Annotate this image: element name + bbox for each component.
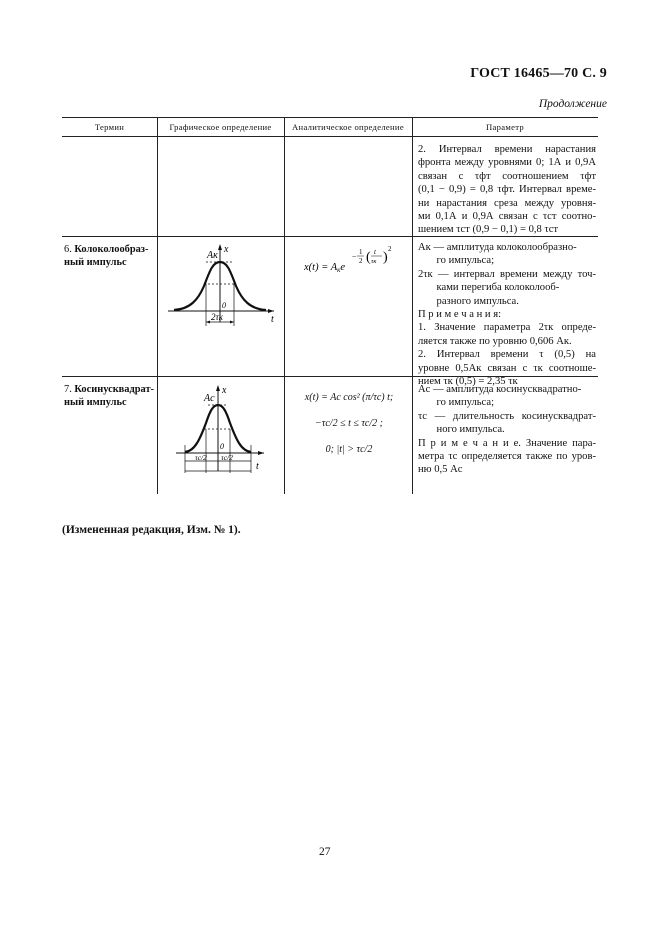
formula-line3: 0; |t| > τc/2 [325,444,373,455]
row7-term-line1 [64,383,156,396]
exp-paren-open: ( [366,250,371,265]
formula-line1: x(t) = Ac cos² (π/τc) t; [304,392,394,403]
dim-arrow-left [206,321,210,324]
row6-term-line2: ный импульс [64,257,127,268]
row7-cos2-graph [168,381,274,479]
table-top-rule [62,117,598,118]
param-line: 2. Интервал времени нарастания [418,144,596,155]
column-header-analytic: Аналитическое определение [292,122,404,132]
exp-frac-num: 1 [359,248,363,256]
param-line: метра τc определяется также по уров- [418,451,596,463]
origin-label: 0 [222,301,226,310]
param-line: ни нарастания среза между уровня- [418,197,596,209]
param-line: связан с τфт соотношением τфт [418,170,596,182]
col-divider-2 [284,117,285,494]
inner-num: t [374,248,376,256]
half-width-left: τc/2 [195,453,207,462]
exp-frac-den: 2 [359,257,363,265]
param-line: го импульса; [418,255,495,267]
param-line: ми 0,1А и 0,9А связан с τст соотно- [418,211,596,223]
param-line: ляется также по уровню 0,606 Aк. [418,335,572,347]
origin-label: 0 [220,442,224,451]
continued-row-parameter [418,143,596,237]
param-line: шением τст (0,9 − 0,1) = 0,8 τст [418,224,559,236]
exp-minus: − [352,252,357,261]
continuation-label: Продолжение [538,98,607,110]
column-header-graphic: Графическое определение [169,122,272,132]
param-line: τc — длительность косинусквадрат- [418,410,596,422]
param-line: нием τк (0,5) = 2,35 τк [418,376,518,388]
t-axis-label: t [271,314,274,325]
width-label: 2τк [211,312,223,322]
param-line: фронта между уровнями 0; 1А и 0,9А [418,157,596,169]
t-axis-arrow [268,309,274,313]
formula-line2: −τc/2 ≤ t ≤ τc/2 ; [315,418,383,429]
row6-bell-graph [160,240,282,334]
row7-term-name: Косинусквадрат- [74,384,155,395]
row7-term [64,383,156,409]
x-axis-label: x [222,385,227,396]
row6-formula [300,242,408,276]
param-line: П р и м е ч а н и я: [418,309,502,321]
param-line: разного импульса. [418,295,519,307]
param-line: уровне 0,5Aк связан с τк соотноше- [418,362,596,374]
row6-term-line1 [64,243,156,256]
row6-number: 6. [64,244,72,255]
row7-formula [290,385,408,463]
row6-parameter [418,241,596,388]
column-header-term: Термин [94,122,125,132]
param-line: Ac — амплитуда косинусквадратно- [418,384,582,395]
amp-label: Aк [207,250,218,261]
row7-parameter [418,383,596,477]
amendment-note: (Измененная редакция, Изм. № 1). [62,524,241,536]
param-line: ками перегиба колоколооб- [418,282,560,294]
param-line: го импульса; [418,397,495,409]
formula-lhs: x(t) = Aкe [304,262,346,274]
standard-header: ГОСТ 16465—70 С. 9 [470,66,607,81]
param-line: 2. Интервал времени τ (0,5) на [418,349,596,361]
amp-label: Ac [204,393,215,404]
param-line: Aк — амплитуда колоколообразно- [418,242,577,253]
param-line: ню 0,5 Ac [418,464,463,476]
x-axis-arrow [216,385,220,391]
param-line: 1. Значение параметра 2τк опреде- [418,322,596,334]
x-axis-arrow [218,244,222,250]
page-number: 27 [319,846,331,858]
table-header-rule [62,136,598,137]
row6-term-name: Колоколообраз- [74,244,149,255]
t-axis-label: t [256,461,259,472]
t-axis-arrow [258,451,264,455]
dim-arrow-right [230,321,234,324]
row7-term-line2: ный импульс [64,397,127,408]
half-width-right: τc/2 [221,453,233,462]
col-divider-1 [157,117,158,494]
row7-number: 7. [64,384,72,395]
col-divider-3 [412,117,413,494]
exp-paren-close: ) [383,250,388,265]
param-line: П р и м е ч а н и е. Значение пара- [418,437,596,449]
row6-term [64,243,156,269]
param-line: ного импульса. [418,424,505,436]
column-header-parameter: Параметр [486,122,524,132]
inner-den: τк [371,258,377,265]
param-line: (0,1 − 0,9) = 0,8 τфт. Интервал време- [418,184,596,196]
param-line: 2τк — интервал времени между точ- [418,268,596,280]
x-axis-label: x [224,244,229,255]
exp-power: 2 [388,245,392,253]
